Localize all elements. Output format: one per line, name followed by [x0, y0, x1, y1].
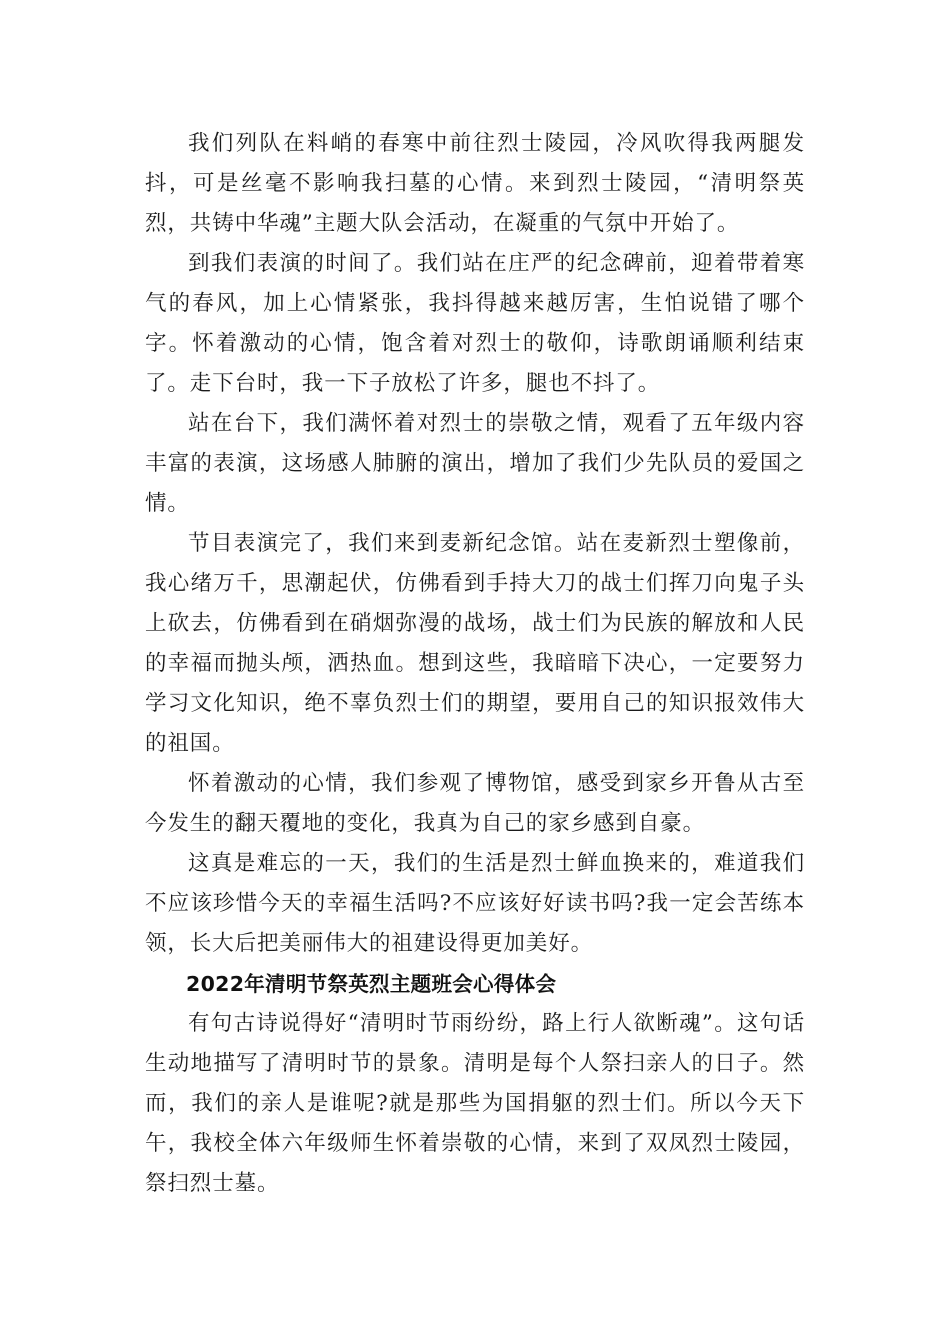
paragraph: 这真是难忘的一天，我们的生活是烈士鲜血换来的，难道我们不应该珍惜今天的幸福生活吗?不应该好好读书吗?我一定会苦练本领，长大后把美丽伟大的祖建设得更加美好。	[145, 851, 805, 956]
section-heading: 2022年清明节祭英烈主题班会心得体会	[186, 972, 557, 996]
paragraph: 节目表演完了，我们来到麦新纪念馆。站在麦新烈士塑像前，我心绪万千，思潮起伏，仿佛看到手持大刀的战士们挥刀向鬼子头上砍去，仿佛看到在硝烟弥漫的战场，战士们为民族的解放和人民的幸福而抛头颅，洒热血。想到这些，我暗暗下决心，一定要努力学习文化知识，绝不辜负烈士们的期望，要用自己的知识报效伟大的祖国。	[145, 531, 805, 756]
paragraph: 我们列队在料峭的春寒中前往烈士陵园，冷风吹得我两腿发抖，可是丝毫不影响我扫墓的心情。来到烈士陵园，“清明祭英烈，共铸中华魂”主题大队会活动，在凝重的气氛中开始了。	[145, 131, 805, 236]
paragraph: 怀着激动的心情，我们参观了博物馆，感受到家乡开鲁从古至今发生的翻天覆地的变化，我真为自己的家乡感到自豪。	[145, 771, 805, 836]
paragraph: 到我们表演的时间了。我们站在庄严的纪念碑前，迎着带着寒气的春风，加上心情紧张，我抖得越来越厉害，生怕说错了哪个字。怀着激动的心情，饱含着对烈士的敬仰，诗歌朗诵顺利结束了。走下台时，我一下子放松了许多，腿也不抖了。	[145, 251, 805, 396]
paragraph: 有句古诗说得好“清明时节雨纷纷，路上行人欲断魂”。这句话生动地描写了清明时节的景象。清明是每个人祭扫亲人的日子。然而，我们的亲人是谁呢?就是那些为国捐躯的烈士们。所以今天下午，我校全体六年级师生怀着崇敬的心情，来到了双凤烈士陵园，祭扫烈士墓。	[145, 1011, 805, 1196]
document-body	[145, 124, 805, 1204]
paragraph: 站在台下，我们满怀着对烈士的崇敬之情，观看了五年级内容丰富的表演，这场感人肺腑的演出，增加了我们少先队员的爱国之情。	[145, 411, 805, 516]
